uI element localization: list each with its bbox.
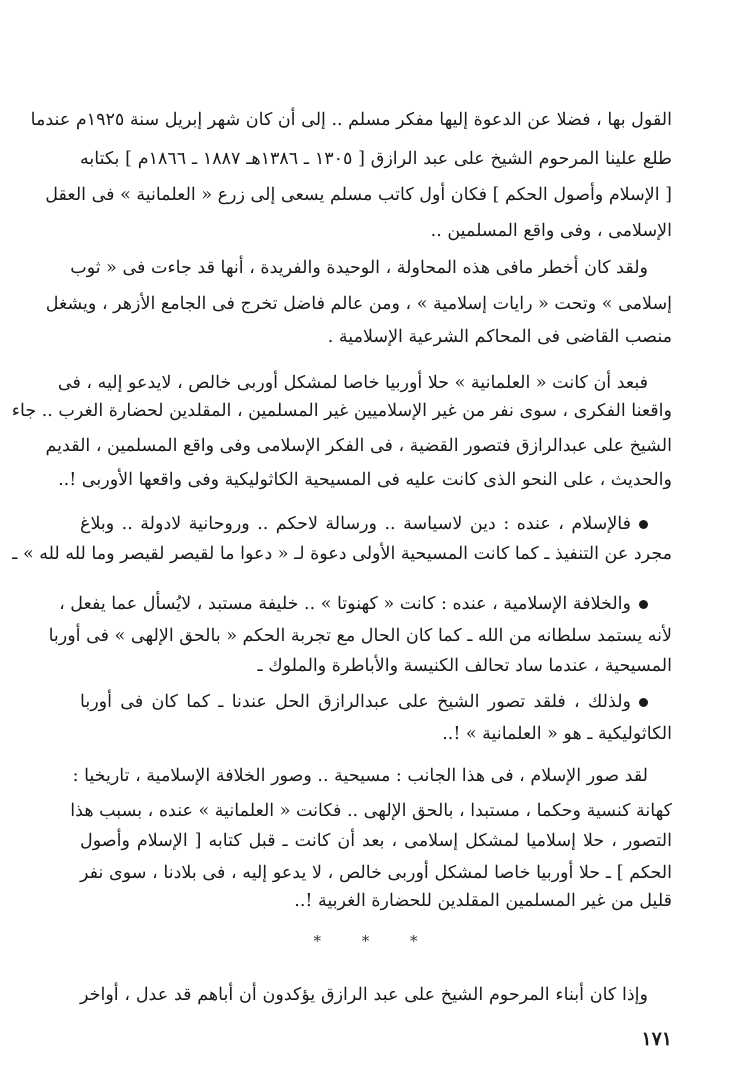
bullet-icon — [639, 520, 648, 529]
text-line: كهانة كنسية وحكما ، مستبدا ، بالحق الإلهى .. فكانت « العلمانية » عنده ، بسبب هذا — [70, 801, 672, 821]
text-line: طلع علينا المرحوم الشيخ على عبد الرازق [ ١٣٠٥ ـ ١٣٨٦هـ ١٨٨٧ ـ ١٨٦٦م ] بكتابه — [80, 149, 672, 169]
text-line: إسلامى » وتحت « رايات إسلامية » ، ومن عالم فاضل تخرج فى الجامع الأزهر ، ويشغل — [45, 294, 672, 314]
text-line: [ الإسلام وأصول الحكم ] فكان أول كاتب مسلم يسعى إلى زرع « العلمانية » فى العقل — [45, 185, 672, 205]
text-line: القول بها ، فضلا عن الدعوة إليها مفكر مسلم .. إلى أن كان شهر إبريل سنة ١٩٢٥م عندما — [30, 110, 672, 130]
text-line: فبعد أن كانت « العلمانية » حلا أوربيا خاصا لمشكل أوربى خالص ، لايدعو إليه ، فى — [57, 373, 648, 393]
text-line: واقعنا الفكرى ، سوى نفر من غير الإسلاميين غير المسلمين ، المقلدين لحضارة الغرب .. جاء — [11, 401, 672, 421]
text-line: الحكم ] ـ حلا أوربيا خاصا لمشكل أوربى خالص ، لا يدعو إليه ، فى بلادنا ، سوى نفر — [80, 863, 672, 883]
bullet-text: ولذلك ، فلقد تصور الشيخ على عبدالرازق الحل عندنا ـ كما كان فى أوربا — [80, 692, 631, 712]
bullet-text: والخلافة الإسلامية ، عنده : كانت « كهنوتا » .. خليفة مستبد ، لايُسأل عما يفعل ، — [59, 594, 631, 614]
section-separator: * * * — [313, 932, 436, 950]
text-line: وإذا كان أبناء المرحوم الشيخ على عبد الرازق يؤكدون أن أباهم قد عدل ، أواخر — [80, 985, 648, 1005]
text-line: الإسلامى ، وفى واقع المسلمين .. — [430, 221, 672, 241]
text-line — [80, 690, 648, 714]
text-line: المسيحية ، عندما ساد تحالف الكنيسة والأباطرة والملوك ـ — [257, 656, 672, 676]
text-line: التصور ، حلا إسلاميا لمشكل إسلامى ، بعد أن كانت ـ قبل كتابه [ الإسلام وأصول — [80, 831, 672, 851]
bullet-text: فالإسلام ، عنده : دين لاسياسة .. ورسالة لاحكم .. وروحانية لادولة .. وبلاغ — [80, 514, 631, 534]
text-line: لأنه يستمد سلطانه من الله ـ كما كان الحال مع تجربة الحكم « بالحق الإلهى » فى أوربا — [48, 626, 672, 646]
bullet-icon — [639, 698, 648, 707]
text-line: والحديث ، على النحو الذى كانت عليه فى المسيحية الكاثوليكية وفى واقعها الأوربى !.. — [58, 470, 672, 490]
text-line: منصب القاضى فى المحاكم الشرعية الإسلامية . — [327, 327, 672, 347]
text-line: قليل من غير المسلمين المقلدين للحضارة الغربية !.. — [294, 891, 672, 911]
text-line: مجرد عن التنفيذ ـ كما كانت المسيحية الأولى دعوة لـ « دعوا ما لقيصر لقيصر وما لله لله » ـ — [12, 544, 672, 564]
text-line: ولقد كان أخطر مافى هذه المحاولة ، الوحيدة والفريدة ، أنها قد جاءت فى « ثوب — [70, 258, 648, 278]
page-number: ١٧١ — [641, 1028, 672, 1050]
bullet-icon — [639, 600, 648, 609]
text-line — [59, 592, 648, 616]
text-line: الشيخ على عبدالرازق فتصور القضية ، فى الفكر الإسلامى وفى واقع المسلمين ، القديم — [45, 436, 672, 456]
text-line — [80, 512, 648, 536]
text-line: الكاثوليكية ـ هو « العلمانية » !.. — [442, 724, 672, 744]
text-line: لقد صور الإسلام ، فى هذا الجانب : مسيحية .. وصور الخلافة الإسلامية ، تاريخيا : — [72, 766, 648, 786]
